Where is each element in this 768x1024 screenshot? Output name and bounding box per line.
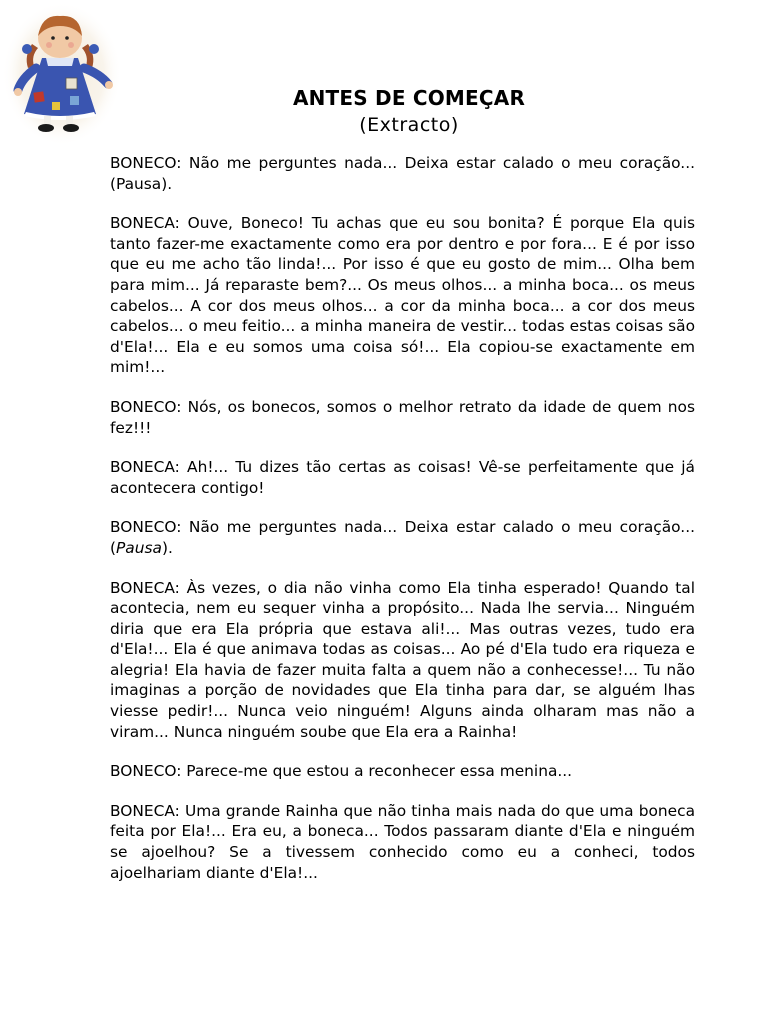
page-subtitle: (Extracto): [359, 114, 459, 136]
dialogue-paragraph: [110, 517, 695, 558]
dialogue-paragraph: BONECA: Às vezes, o dia não vinha como Ela tinha esperado! Quando tal acontecia, nem eu sequer vinha a propósito... Nada lhe servia... Ninguém diria que era Ela própria que estava ali!... Mas outras vezes, tudo era d'Ela!... Ela é que animava todas as coisas... Ao pé d'Ela tudo era riqueza e alegria! Ela havia de fazer muita falta a quem não a conhecesse!... Tu não imaginas a porção de novidades que Ela tinha para dar, se alguém lhas viesse pedir!... Nunca veio ninguém! Alguns ainda olharam mas não a viram... Nunca ninguém soube que Ela era a Rainha!: [110, 578, 695, 741]
dialogue-body: [110, 153, 695, 902]
dialogue-paragraph: BONECA: Uma grande Rainha que não tinha mais nada do que uma boneca feita por Ela!... Era eu, a boneca... Todos passaram diante d'Ela e ninguém se ajoelhou? Se a tivessem conhecido como eu a conheci, todos ajoelhariam diante d'Ela!...: [110, 801, 695, 882]
dialogue-text: BONECO: Não me perguntes nada... Deixa estar calado o meu coração... (: [110, 518, 695, 557]
dialogue-text: ).: [161, 538, 173, 557]
stage-direction: Pausa: [116, 538, 162, 557]
dialogue-paragraph: BONECO: Parece-me que estou a reconhecer essa menina...: [110, 762, 573, 781]
dialogue-paragraph: BONECA: Ouve, Boneco! Tu achas que eu sou bonita? É porque Ela quis tanto fazer-me exactamente como era por dentro e por fora... E é por isso que eu me acho tão linda!... Por isso é que eu gosto de mim... Olha bem para mim... Já reparaste bem?... Os meus olhos... a minha boca... os meus cabelos... A cor dos meus olhos... a cor da minha boca... a cor dos meus cabelos... o meu feitio... a minha maneira de vestir... todas estas coisas são d'Ela!... Ela e eu somos uma coisa só!... Ela copiou-se exactamente em mim!...: [110, 214, 695, 377]
page-title: ANTES DE COMEÇAR: [292, 86, 526, 110]
dialogue-paragraph: BONECA: Ah!... Tu dizes tão certas as coisas! Vê-se perfeitamente que já acontecera contigo!: [110, 458, 695, 497]
dialogue-paragraph: BONECO: Não me perguntes nada... Deixa estar calado o meu coração... (Pausa).: [110, 154, 695, 193]
dialogue-paragraph: BONECO: Nós, os bonecos, somos o melhor retrato da idade de quem nos fez!!!: [110, 397, 695, 437]
